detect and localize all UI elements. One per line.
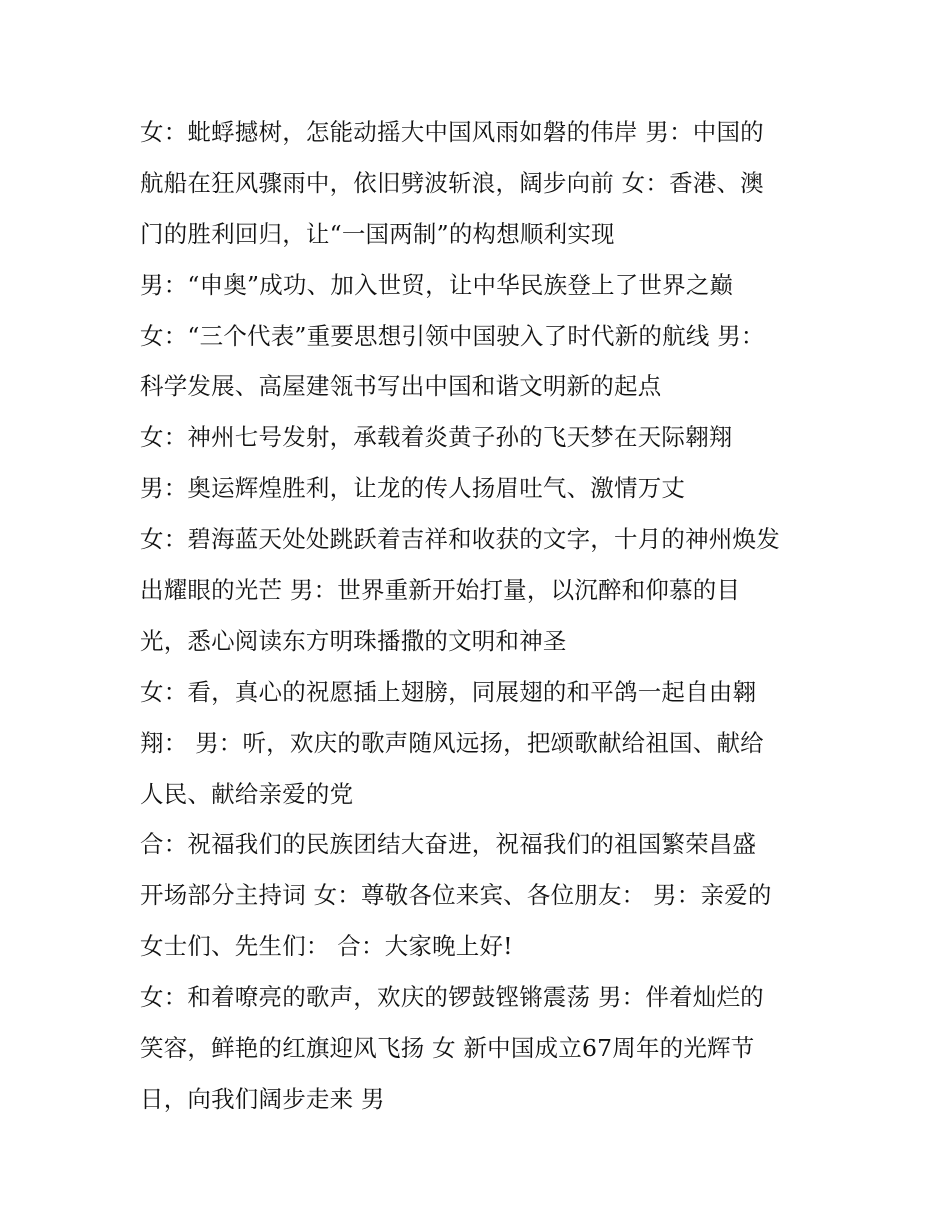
document-body: [140, 107, 820, 1125]
text-line: 笑容，鲜艳的红旗迎风飞扬 女 新中国成立67周年的光辉节: [140, 1034, 755, 1063]
text-line: 女：“三个代表”重要思想引领中国驶入了时代新的航线 男：: [140, 321, 765, 350]
text-line: 科学发展、高屋建瓴书写出中国和谐文明新的起点: [140, 372, 662, 401]
text-line: 光，悉心阅读东方明珠播撒的文明和神圣: [140, 626, 567, 655]
text-line: 男：“申奥”成功、加入世贸，让中华民族登上了世界之巅: [140, 270, 734, 299]
text-line: 女：和着嘹亮的歌声，欢庆的锣鼓铿锵震荡 男：伴着灿烂的: [140, 983, 764, 1012]
text-line: 女士们、先生们： 合：大家晚上好!: [140, 932, 513, 961]
text-line: 女：蚍蜉撼树，怎能动摇大中国风雨如磐的伟岸 男：中国的: [140, 118, 764, 146]
text-line: 开场部分主持词 女：尊敬各位来宾、各位朋友： 男：亲爱的: [140, 881, 772, 910]
text-line: 出耀眼的光芒 男：世界重新开始打量，以沉醉和仰慕的目: [140, 576, 741, 605]
text-line: 合：祝福我们的民族团结大奋进，祝福我们的祖国繁荣昌盛: [140, 830, 757, 859]
text-line: 人民、献给亲爱的党: [140, 779, 354, 808]
text-line: 男：奥运辉煌胜利，让龙的传人扬眉吐气、激情万丈: [140, 474, 686, 503]
text-line: 女：神州七号发射，承载着炎黄子孙的飞天梦在天际翱翔: [140, 423, 733, 452]
text-line: 女：碧海蓝天处处跳跃着吉祥和收获的文字，十月的神州焕发: [140, 525, 780, 554]
text-line: 门的胜利回归，让“一国两制”的构想顺利实现: [140, 219, 615, 248]
text-line: 女：看，真心的祝愿插上翅膀，同展翅的和平鸽一起自由翱: [140, 677, 757, 706]
text-line: 航船在狂风骤雨中，依旧劈波斩浪，阔步向前 女：香港、澳: [140, 168, 764, 197]
text-line: 翔： 男：听，欢庆的歌声随风远扬，把颂歌献给祖国、献给: [140, 728, 764, 757]
text-line: 日，向我们阔步走来 男: [140, 1084, 385, 1113]
